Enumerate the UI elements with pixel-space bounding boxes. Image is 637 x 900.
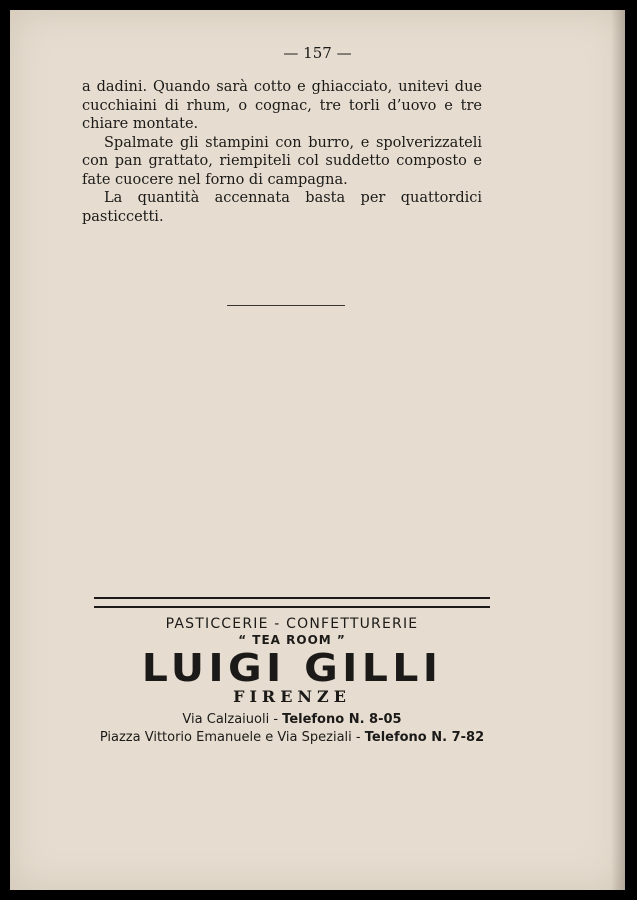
- ad-address-2: Piazza Vittorio Emanuele e Via Speziali -: [99, 730, 365, 745]
- book-page: [10, 10, 625, 890]
- text-line: cucchiaini di rhum, o cognac, tre torli d’uovo e tre: [82, 97, 482, 114]
- ad-address-block: [80, 711, 504, 747]
- ad-shop-type: PASTICCERIE - CONFETTURERIE: [165, 616, 419, 632]
- section-divider: [227, 305, 345, 306]
- text-line: fate cuocere nel forno di campagna.: [82, 171, 348, 188]
- ad-address-line-2: [80, 729, 504, 747]
- ad-phone-1: Telefono N. 8-05: [282, 712, 402, 727]
- text-line: Spalmate gli stampini con burro, e spolverizzateli: [104, 134, 482, 151]
- advertisement: [80, 616, 504, 747]
- text-line: La quantità accennata basta per quattordici pasticcetti.: [82, 190, 482, 225]
- ad-phone-2: Telefono N. 7-82: [364, 730, 485, 745]
- ad-city: FIRENZE: [233, 687, 351, 706]
- ad-address-1: Via Calzaiuoli -: [182, 712, 283, 727]
- advertisement-double-rule: [94, 597, 490, 608]
- recipe-text: [82, 78, 482, 226]
- page-gutter-shadow: [611, 10, 625, 890]
- ad-address-line-1: [80, 711, 504, 729]
- ad-business-name: LUIGI GILLI: [141, 646, 443, 690]
- text-line: chiare montate.: [82, 116, 199, 132]
- ad-tea-room: “ TEA ROOM ”: [238, 633, 346, 647]
- text-line: con pan grattato, riempiteli col suddetto composto e: [82, 153, 482, 169]
- text-line: a dadini. Quando sarà cotto e ghiacciato, unitevi due: [82, 79, 482, 95]
- page-number: — 157 —: [283, 44, 352, 62]
